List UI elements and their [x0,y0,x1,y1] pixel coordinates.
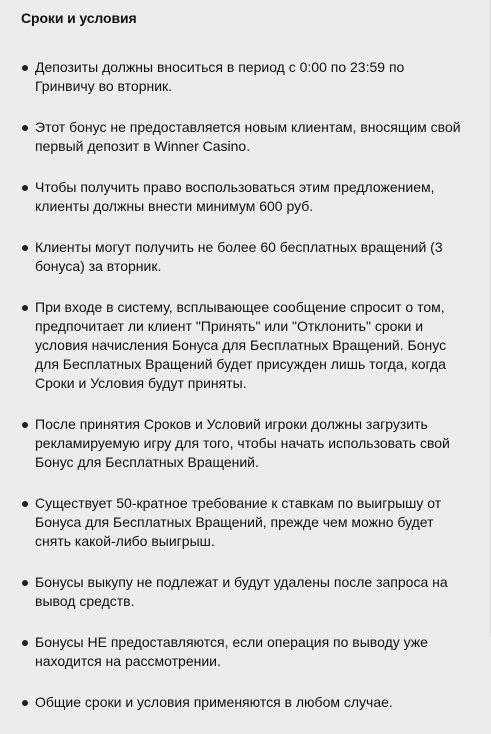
term-text: Чтобы получить право воспользоваться этим предложением, клиенты должны внести минимум 600 руб. [35,179,435,214]
term-text: Бонусы НЕ предоставляются, если операция по выводу уже находится на рассмотрении. [35,634,428,669]
list-item [0,494,491,551]
list-item [0,633,491,671]
list-item [0,573,491,611]
bullet-icon [22,185,28,191]
term-text: При входе в систему, всплывающее сообщение спросит о том, предпочитает ли клиент "Принять" или "Отклонить" сроки и условия начисления Бонуса для Бесплатных Вращений. Бонус для Бесплатных Вращений будет присужден лишь тогда, когда Сроки и Условия будут приняты. [35,299,447,391]
list-item [0,415,491,472]
list-item [0,118,491,156]
term-text: Существует 50-кратное требование к ставкам по выигрышу от Бонуса для Бесплатных Вращений, прежде чем можно будет снять какой-либо выигрыш. [35,495,442,549]
term-text: Депозиты должны вноситься в период с 0:00 по 23:59 по Гринвичу во вторник. [35,59,405,94]
bullet-icon [22,501,28,507]
bullet-icon [22,422,28,428]
page-title: Сроки и условия [21,10,137,26]
bullet-icon [22,65,28,71]
list-item [0,238,491,276]
terms-list [0,58,491,734]
bullet-icon [22,125,28,131]
bullet-icon [22,640,28,646]
bullet-icon [22,700,28,706]
bullet-icon [22,580,28,586]
term-text: Общие сроки и условия применяются в любом случае. [35,694,393,710]
list-item [0,178,491,216]
term-text: После принятия Сроков и Условий игроки должны загрузить рекламируемую игру для того, чтобы начать использовать свой Бонус для Бесплатных Вращений. [35,416,450,470]
term-text: Бонусы выкупу не подлежат и будут удалены после запроса на вывод средств. [35,574,448,609]
term-text: Клиенты могут получить не более 60 бесплатных вращений (3 бонуса) за вторник. [35,239,443,274]
term-text: Этот бонус не предоставляется новым клиентам, вносящим свой первый депозит в Winner Casino. [35,119,461,154]
bullet-icon [22,245,28,251]
list-item [0,58,491,96]
list-item [0,693,491,712]
bullet-icon [22,305,28,311]
list-item [0,298,491,393]
